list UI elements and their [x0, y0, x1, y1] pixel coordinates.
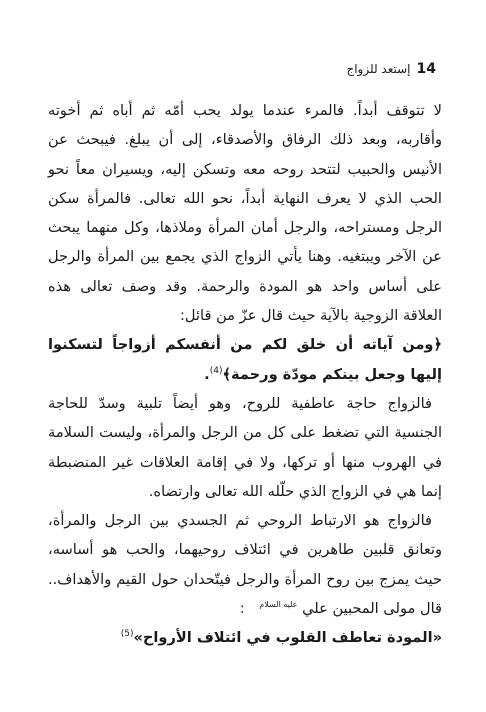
paragraph-3: فالزواج هو الارتباط الروحي ثم الجسدي بين الرجل والمرأة، وتعانق قلبين طاهرين في ائتلاف روحيهما، والحب هو أساسه، حيث يمزج بين روح المرأة والرجل فيتّحدان حول القيم والأهداف.. قال مولى المحبين علي عليه السلام :: [48, 512, 442, 618]
paragraph-1-text: لا تتوقف أبداً. فالمرء عندما يولد يحب أمّه ثم أباه ثم أخوته وأقاربه، وبعد ذلك الرفاق والأصدقاء، إلى أن يبلغ. فيبحث عن الأنيس والحبيب لتتحد روحه معه وتسكن إليه، ويسيران معاً نحو الحب الذي لا يعرف النهاية أبداً، نحو الله تعالى. فالمرأة سكن الرجل ومستراحه، والرجل أمان المرأة وملاذها، وكل منهما يبحث عن الآخر ويبتغيه. وهنا يأتي الزواج الذي يجمع بين المرأة والرجل على أساس واحد هو المودة والرحمة. وقد وصف تعالى هذه العلاقة الزوجية بالآية حيث قال عزّ من قائل:: [48, 102, 442, 325]
paragraph-2: [48, 389, 442, 506]
hadith-quote: «المودة تعاطف القلوب في ائتلاف الأرواح»(5): [120, 629, 442, 647]
paragraph-3-text: فالزواج هو الارتباط الروحي ثم الجسدي بين الرجل والمرأة، وتعانق قلبين طاهرين في ائتلاف روحيهما، والحب هو أساسه، حيث يمزج بين روح المرأة والرجل فيتّحدان حول القيم والأهداف.. قال مولى المحبين علي: [48, 512, 442, 618]
paragraph-3-colon: :: [239, 600, 250, 618]
main-text: [48, 96, 442, 653]
paragraph-2-text: فالزواج حاجة عاطفية للروح، وهو أيضاً تلبية وسدّ للحاجة الجنسية التي تضغط على كل من الرجل والمرأة، وليست السلامة في الهروب منها أو تركها، ولا في إقامة العلاقات غير المنضبطة إنما هي في الزواج الذي حلّله الله تعالى وارتضاه.: [48, 394, 442, 500]
running-header: [300, 58, 436, 80]
quran-verse: ﴿ومن آياته أن خلق لكم من أنفسكم أزواجاً لتسكنوا إليها وجعل بينكم مودّة ورحمة﴾(4).: [48, 336, 442, 383]
hadith-quote-text: «المودة تعاطف القلوب في ائتلاف الأرواح»: [133, 629, 442, 647]
book-title: إستعد للزواج: [346, 62, 411, 76]
paragraph-1: [48, 96, 442, 330]
page-number: 14: [416, 61, 436, 77]
quran-verse-text: ﴿ومن آياته أن خلق لكم من أنفسكم أزواجاً لتسكنوا إليها وجعل بينكم مودّة ورحمة﴾: [48, 336, 442, 383]
